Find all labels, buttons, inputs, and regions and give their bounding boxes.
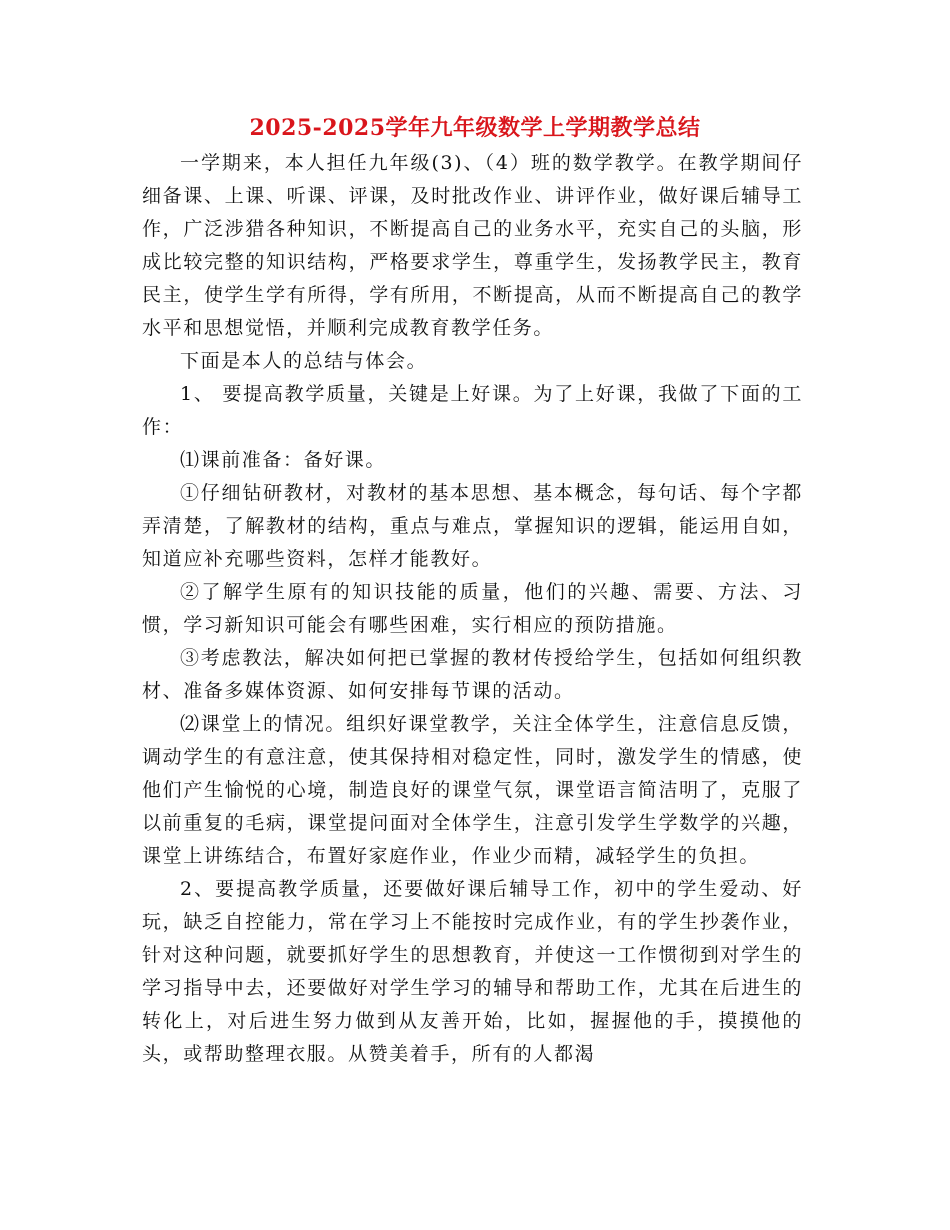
document-body xyxy=(142,147,803,1071)
paragraph: ②了解学生原有的知识技能的质量，他们的兴趣、需要、方法、习惯，学习新知识可能会有哪些困难，实行相应的预防措施。 xyxy=(142,581,803,636)
paragraph: 一学期来，本人担任九年级(3)、（4）班的数学教学。在教学期间仔细备课、上课、听课、评课，及时批改作业、讲评作业，做好课后辅导工作，广泛涉猎各种知识，不断提高自己的业务水平，充实自己的头脑，形成比较完整的知识结构，严格要求学生，尊重学生，发扬教学民主，教育民主，使学生学有所得，学有所用，不断提高，从而不断提高自己的教学水平和思想觉悟，并顺利完成教育教学任务。 xyxy=(142,152,803,339)
paragraph: ⑵课堂上的情况。组织好课堂教学，关注全体学生，注意信息反馈，调动学生的有意注意，使其保持相对稳定性，同时，激发学生的情感，使他们产生愉悦的心境，制造良好的课堂气氛，课堂语言简洁明了，克服了以前重复的毛病，课堂提问面对全体学生，注意引发学生学数学的兴趣，课堂上讲练结合，布置好家庭作业，作业少而精，减轻学生的负担。 xyxy=(142,713,803,867)
paragraph: 2、要提高教学质量，还要做好课后辅导工作，初中的学生爱动、好玩，缺乏自控能力，常在学习上不能按时完成作业，有的学生抄袭作业，针对这种问题，就要抓好学生的思想教育，并使这一工作惯彻到对学生的学习指导中去，还要做好对学生学习的辅导和帮助工作，尤其在后进生的转化上，对后进生努力做到从友善开始，比如，握握他的手，摸摸他的头，或帮助整理衣服。从赞美着手，所有的人都渴 xyxy=(142,878,803,1065)
paragraph: ③考虑教法，解决如何把已掌握的教材传授给学生，包括如何组织教材、准备多媒体资源、如何安排每节课的活动。 xyxy=(142,647,803,702)
paragraph: ⑴课前准备：备好课。 xyxy=(180,449,387,471)
paragraph: ①仔细钻研教材，对教材的基本思想、基本概念，每句话、每个字都弄清楚，了解教材的结构，重点与难点，掌握知识的逻辑，能运用自如，知道应补充哪些资料，怎样才能教好。 xyxy=(142,482,803,570)
paragraph: 1、 要提高教学质量，关键是上好课。为了上好课，我做了下面的工作： xyxy=(142,383,803,438)
document-title: 2025-2025学年九年级数学上学期教学总结 xyxy=(249,115,701,141)
paragraph: 下面是本人的总结与体会。 xyxy=(180,350,428,372)
